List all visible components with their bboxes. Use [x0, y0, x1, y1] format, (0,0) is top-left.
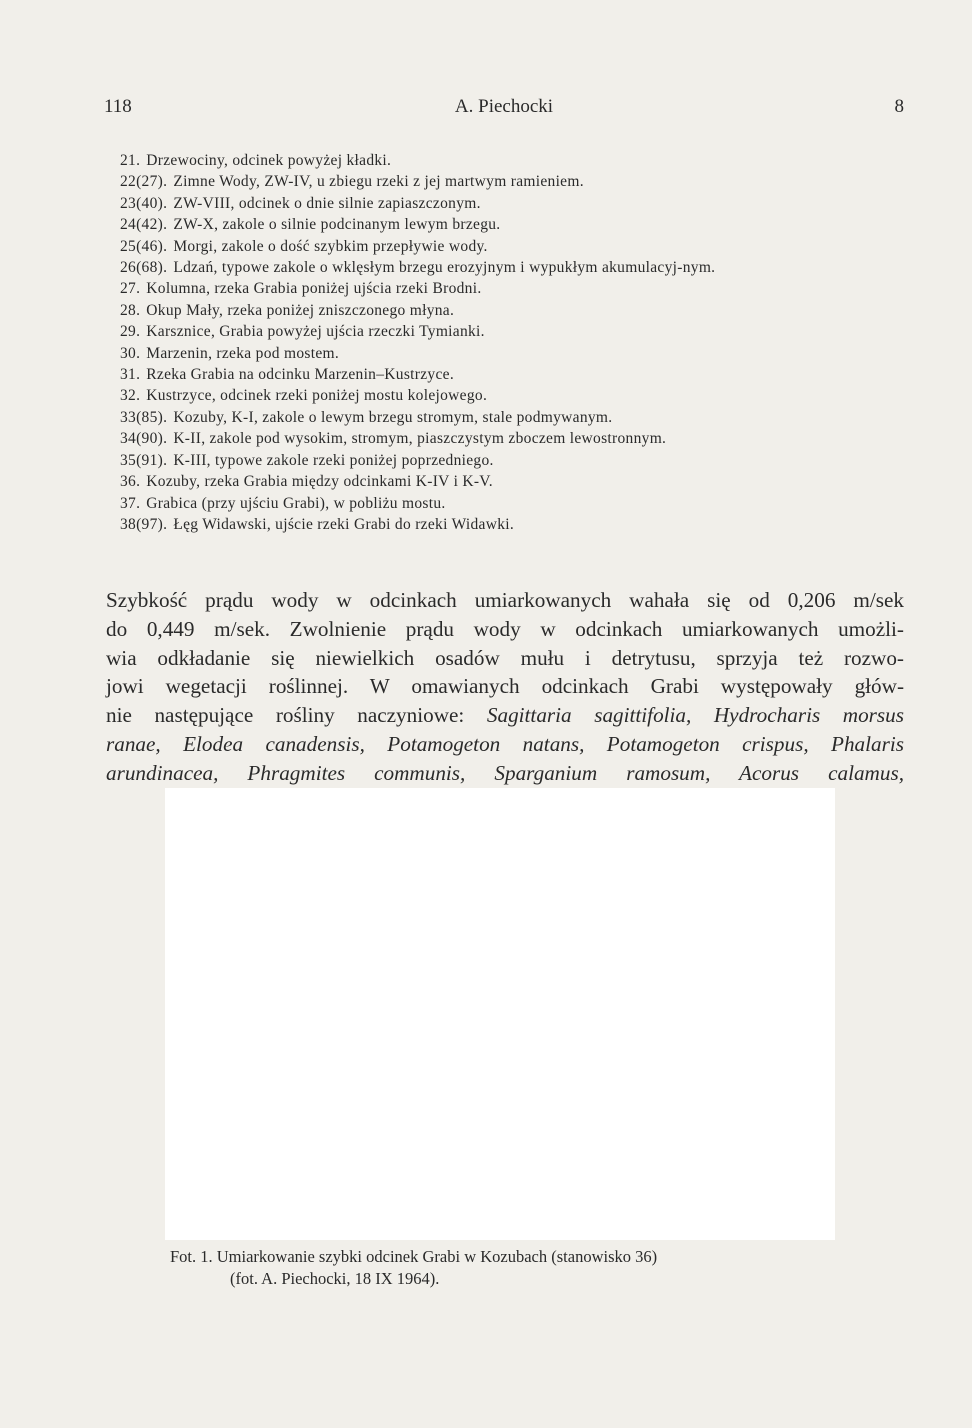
station-list: [120, 150, 910, 535]
species-names: Sagittaria sagittifolia, Hydrocharis morsus: [486, 703, 904, 728]
list-item: 31. Rzeka Grabia na odcinku Marzenin–Kustrzyce.: [120, 366, 454, 384]
list-item: 32. Kustrzyce, odcinek rzeki poniżej mostu kolejowego.: [120, 387, 488, 405]
paragraph-line: wia odkładanie się niewielkich osadów mułu i detrytusu, sprzyja też rozwo-: [106, 645, 904, 670]
list-item: 30. Marzenin, rzeka pod mostem.: [120, 344, 340, 362]
list-item: 35(91). K-III, typowe zakole rzeki poniżej poprzedniego.: [120, 451, 494, 469]
photo-caption: [170, 1246, 850, 1290]
list-item: 28. Okup Mały, rzeka poniżej zniszczonego młyna.: [120, 301, 455, 319]
section-number: 8: [894, 96, 904, 117]
caption-line: Fot. 1. Umiarkowanie szybki odcinek Grabi w Kozubach (stanowisko 36): [170, 1247, 658, 1266]
species-names: arundinacea, Phragmites communis, Sparganium ramosum, Acorus calamus,: [106, 760, 904, 785]
photo-placeholder: [165, 788, 835, 1240]
page-number: 118: [104, 96, 132, 117]
caption-line: (fot. A. Piechocki, 18 IX 1964).: [230, 1269, 440, 1288]
list-item: 38(97). Łęg Widawski, ujście rzeki Grabi do rzeki Widawki.: [120, 515, 515, 533]
paragraph-line: Szybkość prądu wody w odcinkach umiarkowanych wahała się od 0,206 m/sek: [106, 588, 904, 612]
list-item: 21. Drzewociny, odcinek powyżej kładki.: [120, 152, 392, 169]
list-item: 26(68). Ldzań, typowe zakole o wklęsłym brzegu erozyjnym i wypukłym akumulacyj-nym.: [120, 259, 716, 277]
list-item: 36. Kozuby, rzeka Grabia między odcinkami K-IV i K-V.: [120, 473, 493, 491]
paragraph-line: [106, 759, 904, 788]
list-item: 25(46). Morgi, zakole o dość szybkim przepływie wody.: [120, 237, 488, 255]
list-item: 23(40). ZW-VIII, odcinek o dnie silnie zapiaszczonym.: [120, 194, 481, 212]
paragraph-line: jowi wegetacji roślinnej. W omawianych odcinkach Grabi występowały głów-: [106, 674, 904, 699]
paragraph-line: nie następujące rośliny naczyniowe: Sagittaria sagittifolia, Hydrocharis morsus: [106, 703, 904, 728]
running-head-author: A. Piechocki: [454, 96, 554, 117]
paragraph-line: do 0,449 m/sek. Zwolnienie prądu wody w odcinkach umiarkowanych umożli-: [106, 616, 904, 641]
list-item: 24(42). ZW-X, zakole o silnie podcinanym lewym brzegu.: [120, 216, 501, 234]
species-names: ranae, Elodea canadensis, Potamogeton natans, Potamogeton crispus, Phalaris: [106, 731, 904, 756]
list-item: 37. Grabica (przy ujściu Grabi), w pobliżu mostu.: [120, 494, 446, 512]
list-item: 29. Karsznice, Grabia powyżej ujścia rzeczki Tymianki.: [120, 323, 485, 341]
list-item: 27. Kolumna, rzeka Grabia poniżej ujścia rzeki Brodni.: [120, 280, 482, 298]
list-item: 33(85). Kozuby, K-I, zakole o lewym brzegu stromym, stale podmywanym.: [120, 408, 613, 426]
body-paragraph: [106, 586, 904, 788]
running-header: [104, 96, 904, 124]
list-item: 34(90). K-II, zakole pod wysokim, stromym, piaszczystym zboczem lewostronnym.: [120, 430, 667, 448]
paragraph-line: [106, 730, 904, 759]
list-item: 22(27). Zimne Wody, ZW-IV, u zbiegu rzeki z jej martwym ramieniem.: [120, 173, 584, 191]
